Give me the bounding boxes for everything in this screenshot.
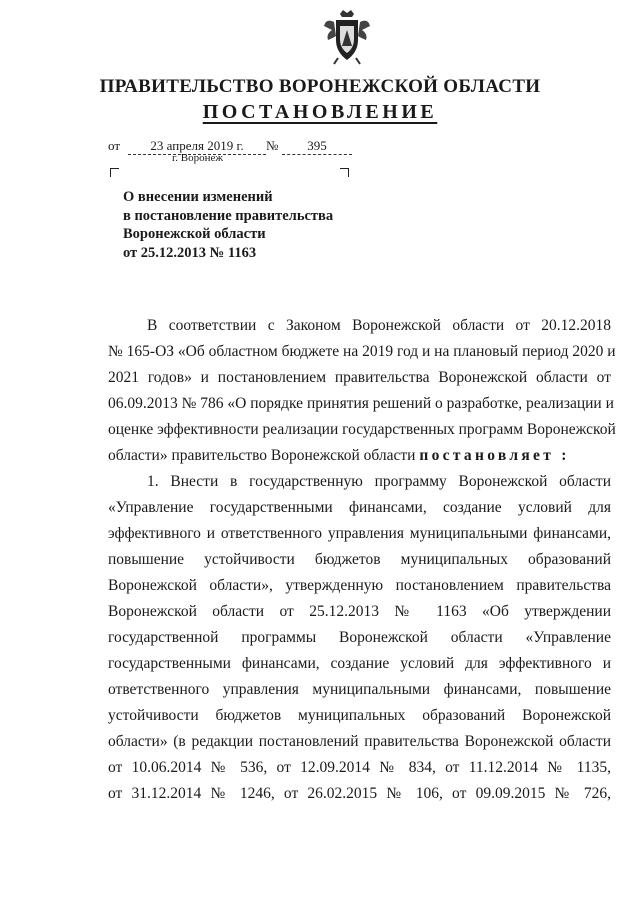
body-line: 1. Внести в государственную программу Воронежской области [147, 473, 611, 490]
decree-subject [123, 188, 333, 262]
subject-bracket-left [110, 168, 119, 177]
body-line: повышение устойчивости бюджетов муниципальных образований [108, 551, 611, 568]
subject-line: О внесении изменений [123, 189, 273, 205]
body-line: «Управление государственными финансами, создание условий для [108, 499, 611, 516]
coat-of-arms-emblem [322, 8, 372, 66]
body-line: Воронежской области», утвержденную постановлением правительства [108, 577, 611, 594]
body-line: области» правительство Воронежской области [108, 447, 416, 464]
body-line: области» (в редакции постановлений правительства Воронежской области [108, 733, 611, 750]
body-line: эффективного и ответственного управления муниципальными финансами, [108, 525, 611, 542]
body-line: от 10.06.2014 № 536, от 12.09.2014 № 834, от 11.12.2014 № 1135, [108, 759, 611, 776]
decree-date: 23 апреля 2019 г. [128, 138, 266, 155]
city-label: г. Воронеж [172, 152, 223, 164]
body-line: № 165-ОЗ «Об областном бюджете на 2019 год и на плановый период 2020 и [108, 343, 616, 360]
number-label: № [266, 138, 279, 153]
body-line: устойчивости бюджетов муниципальных образований Воронежской [108, 707, 611, 724]
body-line: 06.09.2013 № 786 «О порядке принятия решений о разработке, реализации и [108, 395, 614, 412]
resolves-word: постановляет : [419, 447, 570, 464]
body-line: от 31.12.2014 № 1246, от 26.02.2015 № 106, от 09.09.2015 № 726, [108, 785, 611, 802]
subject-bracket-right [340, 168, 349, 177]
body-line: ответственного управления муниципальными финансами, повышение [108, 681, 611, 698]
body-line: государственной программы Воронежской области «Управление [108, 629, 611, 646]
government-title: ПРАВИТЕЛЬСТВО ВОРОНЕЖСКОЙ ОБЛАСТИ [99, 76, 541, 97]
subject-line: в постановление правительства [123, 207, 334, 224]
subject-line: Воронежской области [123, 226, 266, 242]
body-line: Воронежской области от 25.12.2013 № 1163 «Об утверждении [108, 603, 611, 620]
subject-line: от 25.12.2013 № 1163 [123, 244, 257, 261]
decree-number: 395 [282, 138, 352, 155]
document-type-title: ПОСТАНОВЛЕНИЕ [202, 101, 438, 123]
body-line: оценке эффективности реализации государственных программ Воронежской [108, 421, 616, 438]
body-line: В соответствии с Законом Воронежской области от 20.12.2018 [147, 317, 611, 334]
date-from-label: от [108, 138, 121, 153]
body-line-resolves [108, 447, 611, 465]
body-line: 2021 годов» и постановлением правительства Воронежской области от [108, 369, 611, 386]
body-line: государственными финансами, создание условий для эффективного и [108, 655, 611, 672]
